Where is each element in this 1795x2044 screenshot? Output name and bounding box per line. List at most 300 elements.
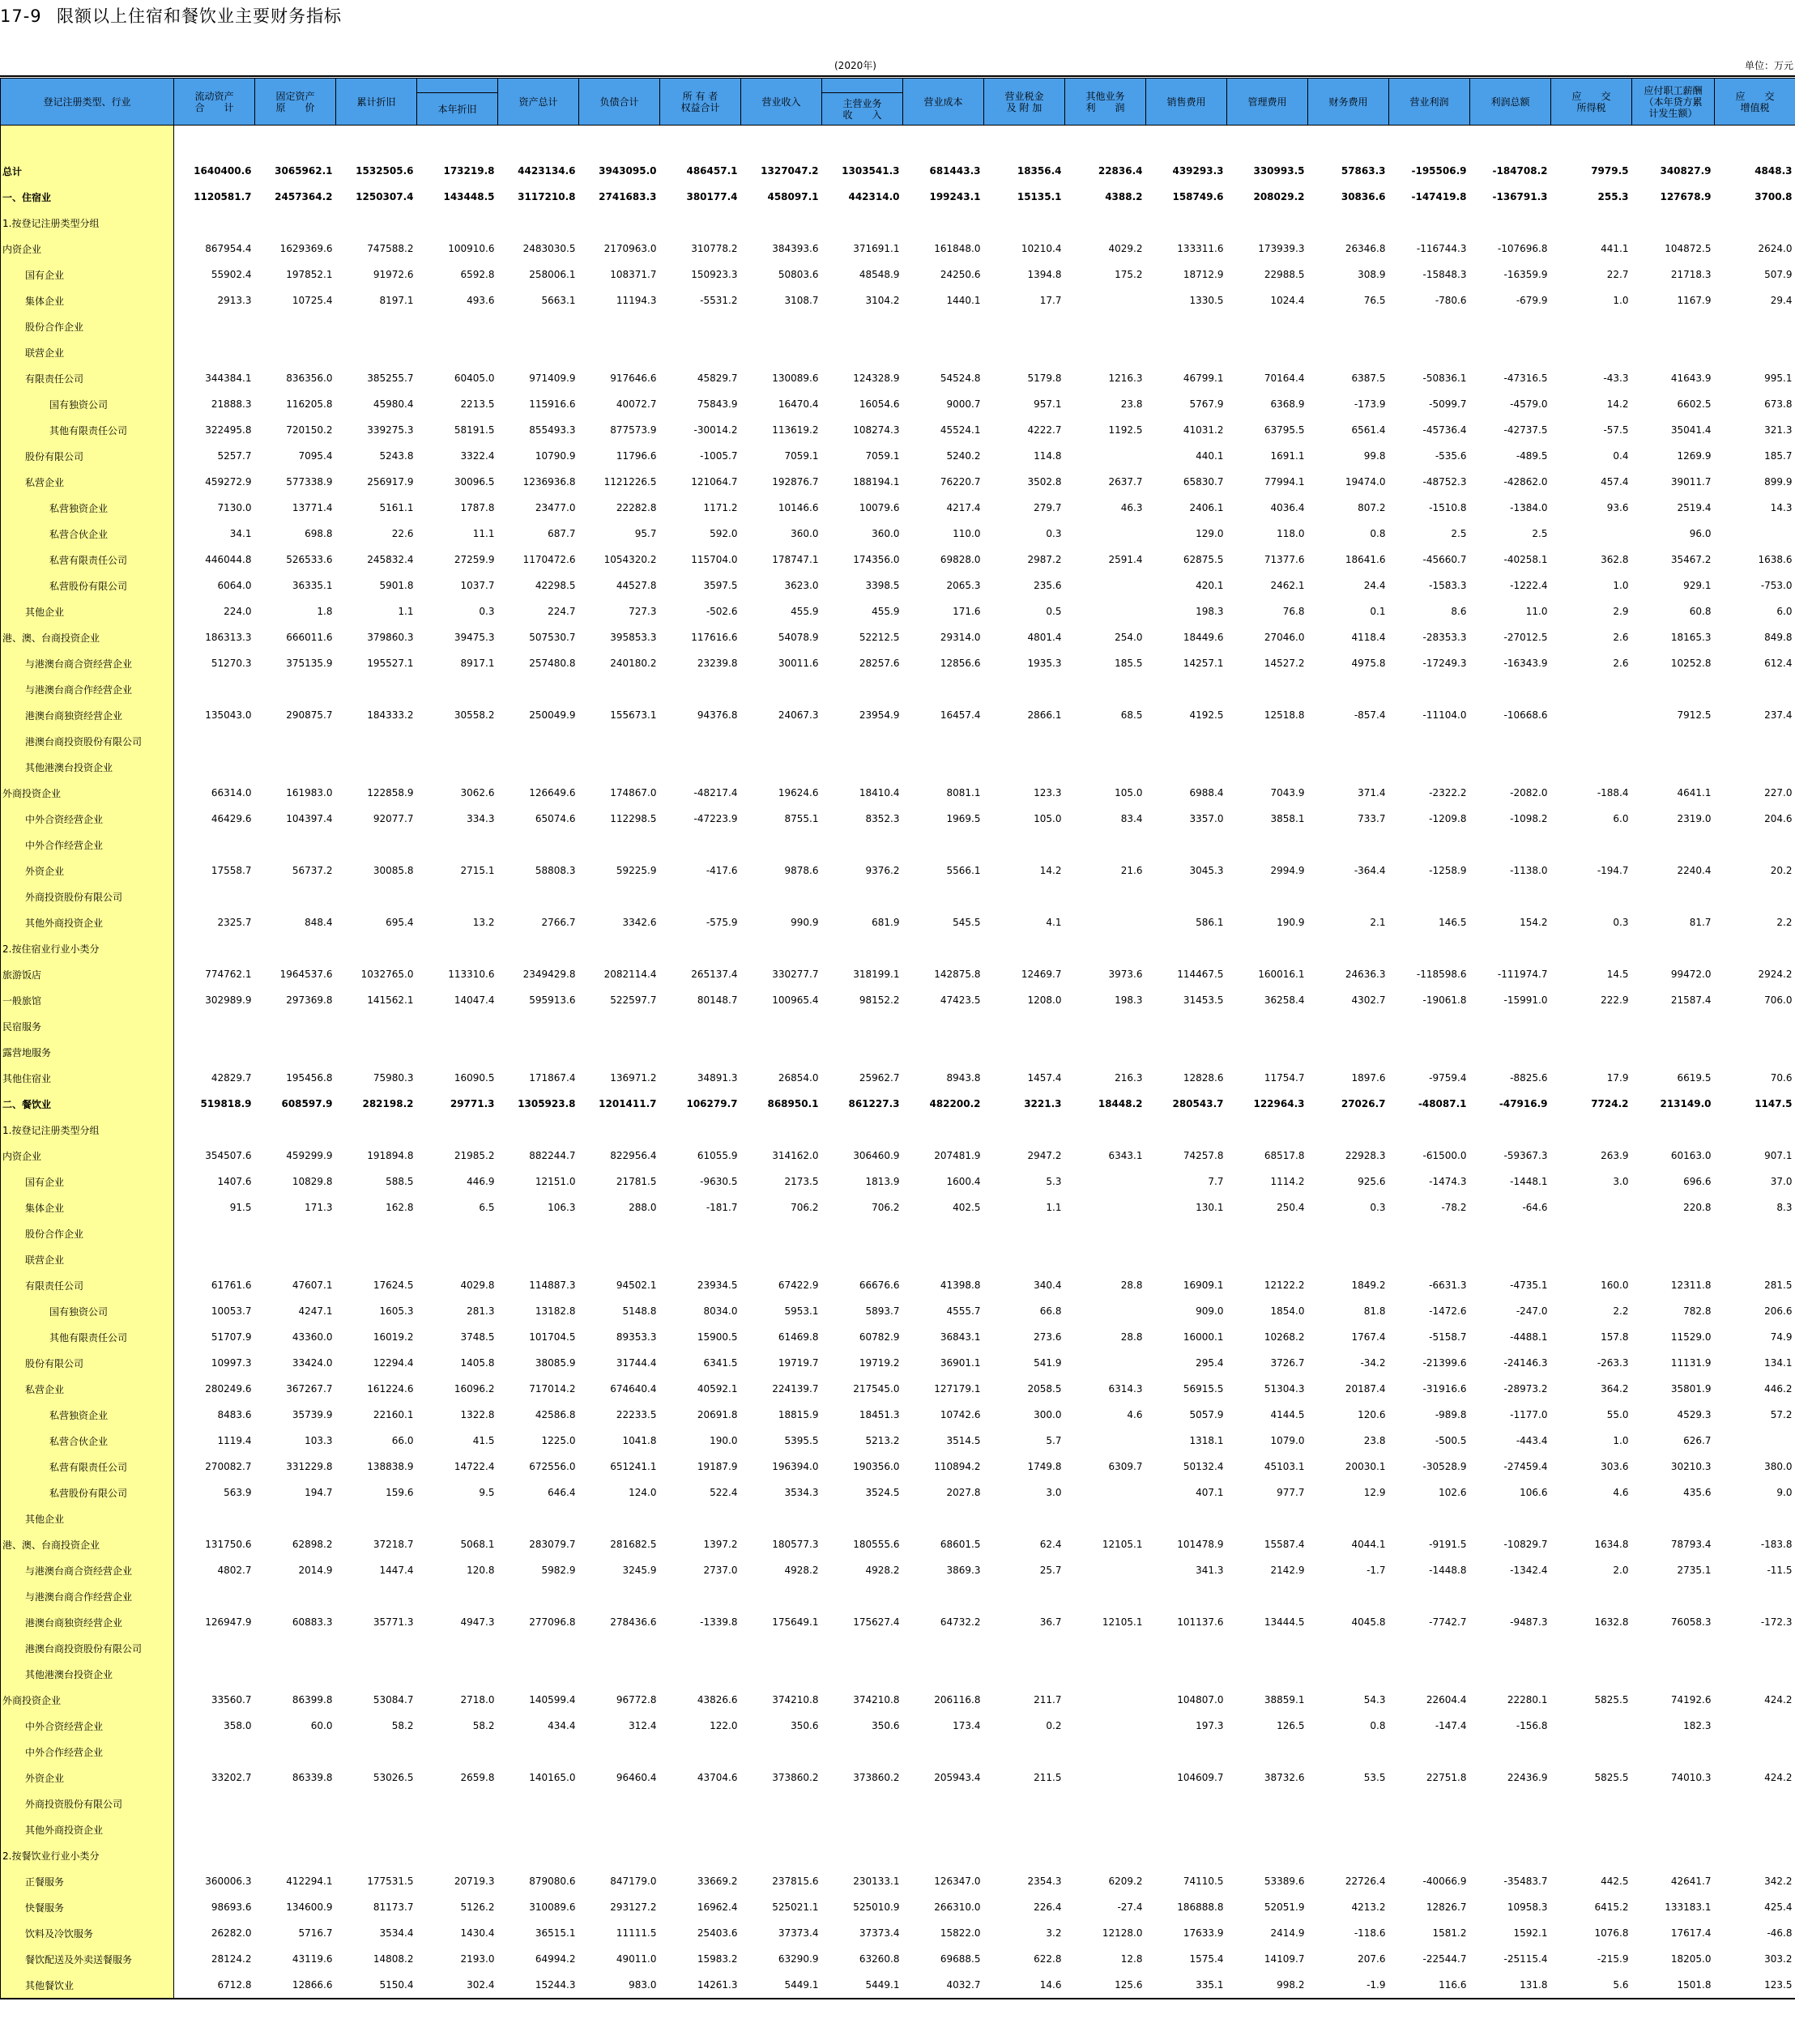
cell-value: 2866.1: [1027, 709, 1062, 721]
cell-value: 86399.8: [292, 1694, 333, 1705]
cell-value: [741, 935, 822, 961]
cell-value: [1715, 1220, 1795, 1246]
cell-value: 66314.0: [211, 787, 252, 798]
cell-value: 217545.0: [853, 1383, 900, 1395]
cell-value: -1258.9: [1429, 865, 1467, 876]
cell-value: 330993.5: [1253, 165, 1305, 177]
cell-value: [1146, 935, 1227, 961]
header-operating-profit: 营业利润: [1389, 79, 1470, 126]
cell-value: [1632, 210, 1715, 236]
cell-value: -753.0: [1760, 580, 1793, 591]
row-label: 私营有限责任公司: [1, 1454, 174, 1480]
cell-value: [1470, 1842, 1551, 1868]
cell-value: 69828.0: [940, 554, 981, 565]
cell-value: 6209.2: [1108, 1876, 1143, 1887]
cell-value: 2462.1: [1270, 580, 1305, 591]
cell-value: [741, 339, 822, 365]
cell-value: [1308, 676, 1389, 702]
cell-value: 18641.6: [1345, 554, 1386, 565]
cell-value: 56737.2: [292, 865, 333, 876]
cell-value: [174, 1117, 255, 1143]
cell-value: 3502.8: [1027, 476, 1062, 488]
cell-value: [1389, 1635, 1470, 1661]
cell-value: [1551, 1842, 1632, 1868]
cell-value: 1787.8: [460, 502, 495, 513]
cell-value: 350.6: [872, 1720, 900, 1731]
table-row: [1, 1402, 1795, 1428]
cell-value: 525010.9: [853, 1901, 900, 1913]
cell-value: -11.5: [1767, 1565, 1793, 1576]
cell-value: 12311.8: [1670, 1280, 1712, 1291]
cell-value: 92077.7: [373, 813, 414, 824]
table-row: [1, 1428, 1795, 1454]
cell-value: 30558.2: [454, 709, 495, 721]
cell-value: [1065, 1013, 1146, 1039]
cell-value: 525021.1: [772, 1901, 819, 1913]
table-row: [1, 1220, 1795, 1246]
cell-value: 6561.4: [1351, 424, 1386, 436]
cell-value: 186313.3: [205, 632, 252, 643]
cell-value: 36.7: [1039, 1616, 1062, 1628]
cell-value: 25962.7: [859, 1072, 900, 1084]
table-row: [1, 184, 1795, 210]
cell-value: 1236936.8: [522, 476, 576, 488]
cell-value: [336, 728, 417, 754]
cell-value: [1308, 884, 1389, 909]
row-label: 1.按登记注册类型分组: [1, 1117, 174, 1143]
cell-value: [498, 1246, 579, 1272]
cell-value: 373860.2: [772, 1772, 819, 1783]
table-row: [1, 1272, 1795, 1298]
cell-value: 458097.1: [767, 191, 819, 202]
cell-value: 6387.5: [1351, 373, 1386, 384]
cell-value: 2741683.3: [599, 191, 657, 202]
cell-value: 12826.7: [1426, 1901, 1467, 1913]
cell-value: 11529.0: [1670, 1331, 1712, 1343]
cell-value: 175.2: [1115, 269, 1143, 280]
cell-value: 1041.8: [622, 1435, 657, 1446]
header-financial-expenses: 财务费用: [1308, 79, 1389, 126]
cell-value: 977.7: [1277, 1487, 1305, 1498]
row-label: 快餐服务: [1, 1894, 174, 1920]
cell-value: 127179.1: [934, 1383, 981, 1395]
cell-value: 30085.8: [373, 865, 414, 876]
cell-value: [660, 1583, 741, 1609]
cell-value: 6.0: [1776, 606, 1793, 617]
row-label: 外商投资股份有限公司: [1, 1791, 174, 1816]
cell-value: -1.7: [1367, 1565, 1386, 1576]
cell-value: 1457.4: [1027, 1072, 1062, 1084]
cell-value: [498, 1661, 579, 1687]
table-row: [1, 339, 1795, 365]
cell-value: 2766.7: [541, 917, 576, 928]
cell-value: 1854.0: [1270, 1305, 1305, 1317]
cell-value: 37218.7: [373, 1539, 414, 1550]
table-row: [1, 1635, 1795, 1661]
cell-value: [336, 1635, 417, 1661]
cell-value: 459299.9: [286, 1150, 333, 1161]
cell-value: 279.7: [1034, 502, 1062, 513]
cell-value: -188.4: [1597, 787, 1629, 798]
cell-value: 162.8: [386, 1202, 414, 1213]
cell-value: -5531.2: [700, 295, 738, 306]
cell-value: -1474.3: [1429, 1176, 1467, 1187]
cell-value: 76058.3: [1670, 1616, 1712, 1628]
cell-value: 308.9: [1358, 269, 1386, 280]
cell-value: 21781.5: [616, 1176, 657, 1187]
cell-value: 108274.3: [853, 424, 900, 436]
cell-value: -989.8: [1435, 1409, 1467, 1420]
cell-value: 12469.7: [1021, 969, 1062, 980]
cell-value: 5395.5: [784, 1435, 819, 1446]
cell-value: [1227, 1505, 1308, 1531]
cell-value: 197852.1: [286, 269, 333, 280]
cell-value: 46429.6: [211, 813, 252, 824]
header-income-tax: 应 交 所得税: [1551, 79, 1632, 126]
cell-value: 143448.5: [443, 191, 495, 202]
cell-value: [741, 1505, 822, 1531]
cell-value: 36843.1: [940, 1331, 981, 1343]
cell-value: [417, 1816, 498, 1842]
cell-value: 28.8: [1120, 1280, 1143, 1291]
cell-value: [1389, 935, 1470, 961]
cell-value: 1.1: [398, 606, 414, 617]
cell-value: 2987.2: [1027, 554, 1062, 565]
cell-value: [255, 1635, 336, 1661]
cell-value: [903, 339, 984, 365]
cell-value: 1600.4: [946, 1176, 981, 1187]
cell-value: [1227, 728, 1308, 754]
cell-value: [660, 1039, 741, 1065]
cell-value: 17624.5: [373, 1280, 414, 1291]
cell-value: 4192.5: [1189, 709, 1224, 721]
cell-value: 37.0: [1770, 1176, 1793, 1187]
cell-value: 94376.8: [697, 709, 738, 721]
cell-value: 5767.9: [1189, 398, 1224, 410]
cell-value: 45524.1: [940, 424, 981, 436]
row-label: 饮料及冷饮服务: [1, 1920, 174, 1946]
cell-value: -780.6: [1435, 295, 1467, 306]
cell-value: [1551, 1635, 1632, 1661]
cell-value: 54078.9: [778, 632, 819, 643]
cell-value: [660, 1739, 741, 1765]
cell-value: [741, 1661, 822, 1687]
cell-value: 4118.4: [1351, 632, 1386, 643]
cell-value: [579, 1583, 660, 1609]
cell-value: [822, 1117, 903, 1143]
cell-value: 899.9: [1764, 476, 1793, 488]
cell-value: 141562.1: [367, 994, 414, 1006]
table-row: [1, 287, 1795, 313]
cell-value: 25.7: [1039, 1565, 1062, 1576]
row-label: 私营合伙企业: [1, 1428, 174, 1454]
cell-value: [1551, 728, 1632, 754]
cell-value: 66.0: [391, 1435, 414, 1446]
cell-value: [1308, 1583, 1389, 1609]
cell-value: 0.1: [1370, 606, 1386, 617]
cell-value: 1430.4: [460, 1927, 495, 1939]
cell-value: [579, 1635, 660, 1661]
cell-value: 45829.7: [697, 373, 738, 384]
cell-value: [822, 1791, 903, 1816]
cell-value: 98693.6: [211, 1901, 252, 1913]
cell-value: 1767.4: [1351, 1331, 1386, 1343]
cell-value: 4045.8: [1351, 1616, 1386, 1628]
cell-value: 80148.7: [697, 994, 738, 1006]
cell-value: 40072.7: [616, 398, 657, 410]
table-row: [1, 1505, 1795, 1531]
cell-value: 434.4: [548, 1720, 576, 1731]
cell-value: 12518.8: [1264, 709, 1305, 721]
row-label: 与港澳台商合作经营企业: [1, 676, 174, 702]
header-main-revenue-top: [822, 79, 903, 93]
cell-value: [741, 1739, 822, 1765]
cell-value: [1389, 1739, 1470, 1765]
cell-value: 4555.7: [946, 1305, 981, 1317]
cell-value: 16096.2: [454, 1383, 495, 1395]
table-row: [1, 1661, 1795, 1687]
cell-value: -1098.2: [1510, 813, 1548, 824]
cell-value: 608597.9: [281, 1098, 333, 1109]
cell-value: 288.0: [629, 1202, 657, 1213]
cell-value: 698.8: [305, 528, 333, 539]
cell-value: 8034.0: [703, 1305, 738, 1317]
cell-value: 134.1: [1764, 1357, 1793, 1369]
cell-value: [174, 1661, 255, 1687]
cell-value: 30836.6: [1341, 191, 1386, 202]
cell-value: [1551, 754, 1632, 780]
cell-value: -48217.4: [693, 787, 738, 798]
cell-value: -48752.3: [1422, 476, 1467, 488]
cell-value: 98152.2: [859, 994, 900, 1006]
cell-value: 5161.1: [379, 502, 414, 513]
cell-value: 106279.7: [686, 1098, 738, 1109]
cell-value: [1715, 1635, 1795, 1661]
cell-value: [498, 1117, 579, 1143]
cell-value: [1065, 1713, 1146, 1739]
cell-value: [1227, 1635, 1308, 1661]
cell-value: [174, 1013, 255, 1039]
cell-value: 155673.1: [610, 709, 657, 721]
header-taxes-surcharges: 营业税金 及 附 加: [984, 79, 1065, 126]
cell-value: 929.1: [1683, 580, 1712, 591]
cell-value: 362.8: [1601, 554, 1629, 565]
cell-value: 173.4: [953, 1720, 981, 1731]
cell-value: [741, 1791, 822, 1816]
cell-value: [498, 1842, 579, 1868]
cell-value: 5148.8: [622, 1305, 657, 1317]
cell-value: -40258.1: [1503, 554, 1548, 565]
header-selling-expenses: 销售费用: [1146, 79, 1227, 126]
row-label: 旅游饭店: [1, 961, 174, 987]
cell-value: 37373.4: [778, 1927, 819, 1939]
cell-value: [1146, 1842, 1227, 1868]
row-label: 内资企业: [1, 236, 174, 262]
table-row: [1, 598, 1795, 624]
row-label: 私营股份有限公司: [1, 1480, 174, 1505]
cell-value: 7043.9: [1270, 787, 1305, 798]
cell-value: [1632, 1117, 1715, 1143]
cell-value: [417, 884, 498, 909]
cell-value: [903, 676, 984, 702]
cell-value: [660, 1816, 741, 1842]
cell-value: 2240.4: [1677, 865, 1712, 876]
cell-value: [984, 1661, 1065, 1687]
cell-value: 101137.6: [1177, 1616, 1224, 1628]
cell-value: [1065, 1428, 1146, 1454]
cell-value: 2349429.8: [522, 969, 576, 980]
cell-value: 22726.4: [1345, 1876, 1386, 1887]
cell-value: [174, 1635, 255, 1661]
cell-value: 220.8: [1683, 1202, 1712, 1213]
table-row: [1, 1765, 1795, 1791]
cell-value: 1501.8: [1632, 1972, 1715, 1999]
cell-value: [1146, 1816, 1227, 1842]
row-label: 港澳台商投资股份有限公司: [1, 728, 174, 754]
cell-value: [1715, 1791, 1795, 1816]
cell-value: 171.3: [305, 1202, 333, 1213]
row-label: 港澳台商独资经营企业: [1, 1609, 174, 1635]
cell-value: 113310.6: [448, 969, 495, 980]
cell-value: 131.8: [1470, 1972, 1551, 1999]
cell-value: 38732.6: [1264, 1772, 1305, 1783]
row-label: 股份有限公司: [1, 443, 174, 469]
cell-value: [1308, 1661, 1389, 1687]
cell-value: [1551, 1713, 1632, 1739]
cell-value: [1632, 313, 1715, 339]
cell-value: -16343.9: [1503, 658, 1548, 669]
table-row: [1, 1609, 1795, 1635]
cell-value: 185.7: [1764, 450, 1793, 462]
row-label: 与港澳台商合资经营企业: [1, 650, 174, 676]
cell-value: [741, 1220, 822, 1246]
cell-value: 379860.3: [367, 632, 414, 643]
table-row: [1, 365, 1795, 391]
cell-value: [1146, 832, 1227, 858]
cell-value: 7.7: [1208, 1176, 1224, 1187]
cell-value: [1389, 1583, 1470, 1609]
row-label: 其他企业: [1, 1505, 174, 1531]
cell-value: 8352.3: [865, 813, 900, 824]
cell-value: 24250.6: [940, 269, 981, 280]
cell-value: 5057.9: [1189, 1409, 1224, 1420]
cell-value: [1065, 1505, 1146, 1531]
cell-value: 278436.6: [610, 1616, 657, 1628]
table-row: [1, 702, 1795, 728]
cell-value: 86339.8: [292, 1772, 333, 1783]
cell-value: 59225.9: [616, 865, 657, 876]
cell-value: [174, 1505, 255, 1531]
cell-value: 321.3: [1764, 424, 1793, 436]
cell-value: [1715, 1428, 1795, 1454]
cell-value: -2082.0: [1510, 787, 1548, 798]
cell-value: 6341.5: [703, 1357, 738, 1369]
top-rule: [0, 75, 1795, 77]
cell-value: [1065, 339, 1146, 365]
cell-value: [417, 1791, 498, 1816]
cell-value: 0.8: [1370, 1720, 1386, 1731]
table-row: [1, 391, 1795, 417]
cell-value: [1389, 728, 1470, 754]
cell-value: 22928.3: [1345, 1150, 1386, 1161]
cell-value: 747588.2: [367, 243, 414, 254]
table-row: [1, 521, 1795, 547]
cell-value: 1147.5: [1754, 1098, 1793, 1109]
cell-value: 174867.0: [610, 787, 657, 798]
cell-value: 0.2: [1046, 1720, 1062, 1731]
cell-value: [1551, 1039, 1632, 1065]
cell-value: -1339.8: [700, 1616, 738, 1628]
cell-value: [1146, 1117, 1227, 1143]
cell-value: -42737.5: [1503, 424, 1548, 436]
cell-value: [1551, 313, 1632, 339]
row-label: 股份合作企业: [1, 1220, 174, 1246]
cell-value: 5126.2: [460, 1901, 495, 1913]
cell-value: 0.3: [1613, 917, 1629, 928]
row-label: 其他企业: [1, 598, 174, 624]
cell-value: 91.5: [229, 1202, 252, 1213]
cell-value: [1715, 1816, 1795, 1842]
cell-value: [984, 1505, 1065, 1531]
cell-value: [1065, 521, 1146, 547]
cell-value: [741, 832, 822, 858]
cell-value: 66676.6: [859, 1280, 900, 1291]
cell-value: [498, 313, 579, 339]
cell-value: [417, 210, 498, 236]
cell-value: 4947.3: [460, 1616, 495, 1628]
cell-value: [1715, 728, 1795, 754]
cell-value: 2027.8: [946, 1487, 981, 1498]
cell-value: [903, 754, 984, 780]
cell-value: [336, 339, 417, 365]
cell-value: [1715, 339, 1795, 365]
cell-value: [498, 210, 579, 236]
cell-value: 28124.2: [211, 1953, 252, 1965]
row-label: 私营企业: [1, 469, 174, 495]
table-row: [1, 1454, 1795, 1480]
cell-value: 12866.6: [255, 1972, 336, 1999]
cell-value: [1389, 1117, 1470, 1143]
cell-value: [1146, 1661, 1227, 1687]
cell-value: [1308, 210, 1389, 236]
cell-value: 11754.7: [1264, 1072, 1305, 1084]
cell-value: [1146, 210, 1227, 236]
cell-value: 2414.9: [1270, 1927, 1305, 1939]
cell-value: [498, 935, 579, 961]
cell-value: [1065, 1635, 1146, 1661]
cell-value: [984, 1246, 1065, 1272]
cell-value: -19061.8: [1422, 994, 1467, 1006]
cell-value: -42862.0: [1503, 476, 1548, 488]
cell-value: 33669.2: [697, 1876, 738, 1887]
cell-value: 54524.8: [940, 373, 981, 384]
cell-value: 18449.6: [1183, 632, 1224, 643]
cell-value: 22282.8: [616, 502, 657, 513]
cell-value: 83.4: [1120, 813, 1143, 824]
cell-value: 868950.1: [767, 1098, 819, 1109]
cell-value: [903, 1013, 984, 1039]
cell-value: [1715, 1583, 1795, 1609]
row-label: 有限责任公司: [1, 365, 174, 391]
cell-value: -1472.6: [1429, 1305, 1467, 1317]
cell-value: [417, 1661, 498, 1687]
cell-value: 16962.4: [697, 1901, 738, 1913]
cell-value: 4036.4: [1270, 502, 1305, 513]
cell-value: 78793.4: [1670, 1539, 1712, 1550]
cell-value: 879080.6: [529, 1876, 576, 1887]
cell-value: 522597.7: [610, 994, 657, 1006]
cell-value: 60782.9: [859, 1331, 900, 1343]
